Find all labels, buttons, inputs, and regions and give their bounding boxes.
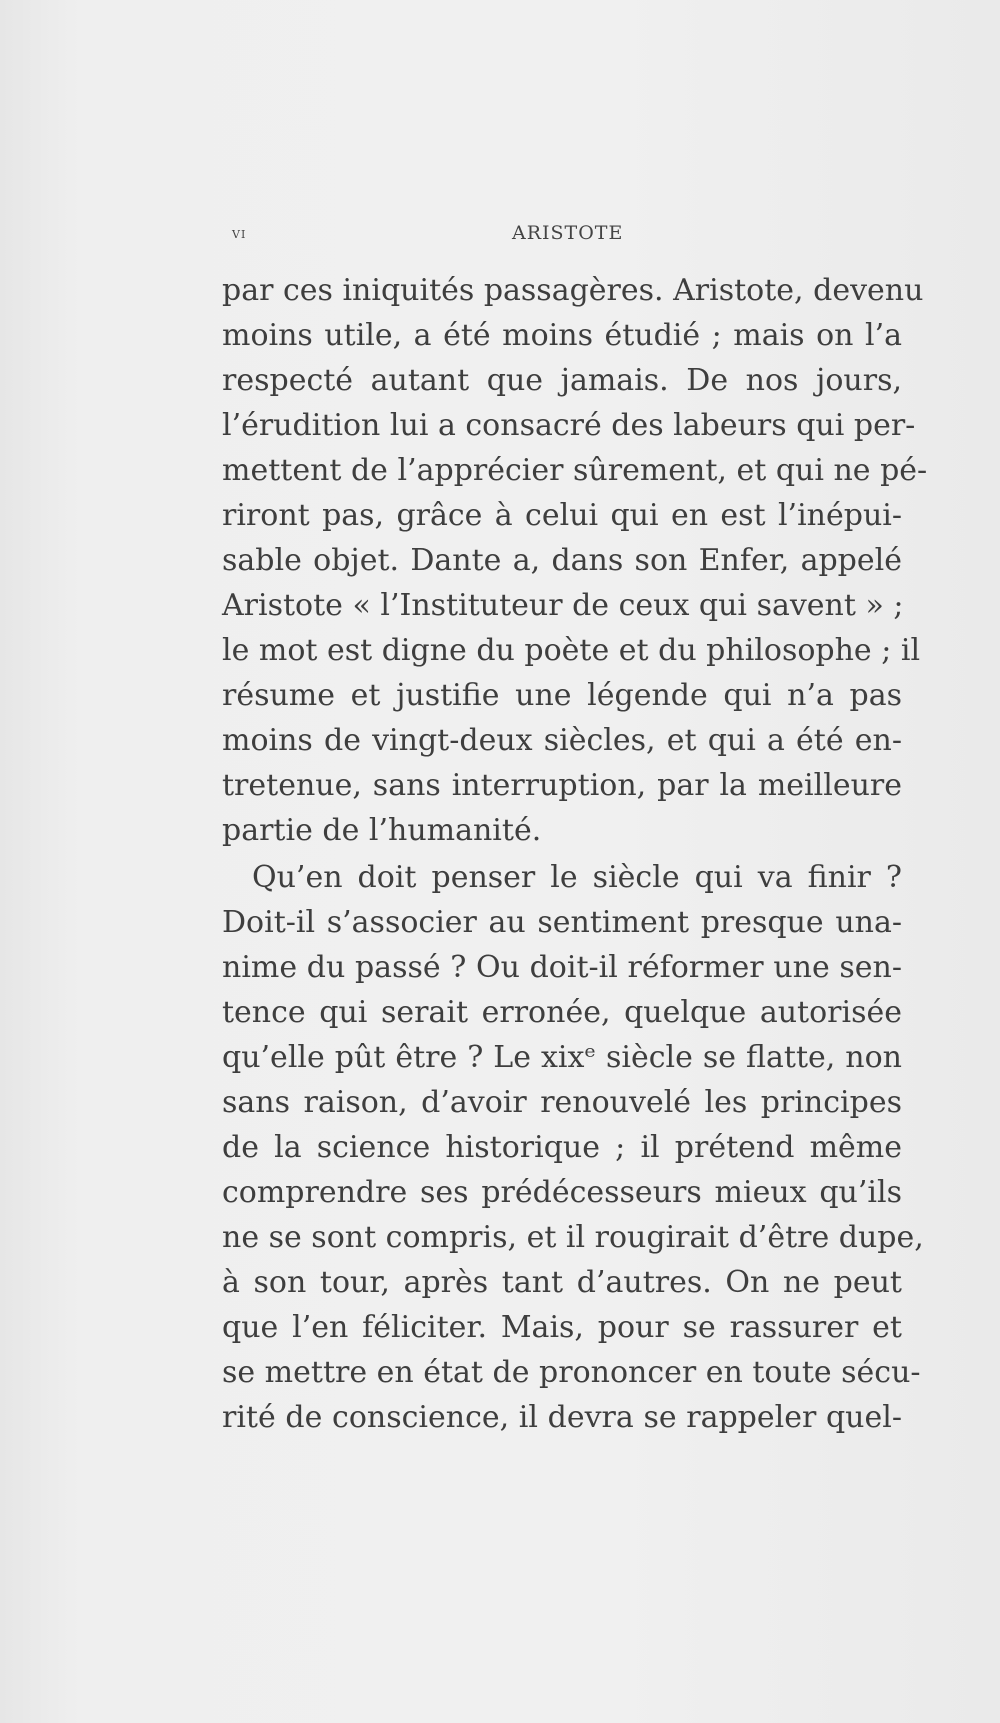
text-line: résume et justifie une légende qui n’a pas xyxy=(222,678,902,713)
text-line: sable objet. Dante a, dans son Enfer, appelé xyxy=(222,543,902,578)
text-line: mettent de l’apprécier sûrement, et qui ne pé- xyxy=(222,453,928,488)
text-line: Aristote « l’Instituteur de ceux qui savent » ; xyxy=(222,588,904,623)
page-number: vi xyxy=(232,224,247,242)
text-line: rité de conscience, il devra se rappeler quel- xyxy=(222,1400,902,1435)
text-line: tence qui serait erronée, quelque autorisée xyxy=(222,995,902,1030)
text-line: nime du passé ? Ou doit-il réformer une sen- xyxy=(222,950,902,985)
text-line: comprendre ses prédécesseurs mieux qu’ils xyxy=(222,1175,902,1210)
text-line: ne se sont compris, et il rougirait d’être dupe, xyxy=(222,1220,924,1255)
running-head xyxy=(232,222,900,248)
text-line: tretenue, sans interruption, par la meilleure xyxy=(222,768,902,803)
text-line: que l’en féliciter. Mais, pour se rassurer et xyxy=(222,1310,902,1345)
text-line: se mettre en état de prononcer en toute sécu- xyxy=(222,1355,921,1390)
paragraph xyxy=(222,855,924,1440)
text-line: de la science historique ; il prétend même xyxy=(222,1130,902,1165)
text-line: qu’elle pût être ? Le xixᵉ siècle se flatte, non xyxy=(222,1040,902,1075)
text-line: à son tour, après tant d’autres. On ne peut xyxy=(222,1265,902,1300)
text-line: moins utile, a été moins étudié ; mais on l’a xyxy=(222,318,902,353)
running-title: ARISTOTE xyxy=(512,222,624,244)
text-line: respecté autant que jamais. De nos jours, xyxy=(222,363,902,398)
body-text xyxy=(222,268,928,1440)
text-line: par ces iniquités passagères. Aristote, devenu xyxy=(222,273,924,308)
text-line: Qu’en doit penser le siècle qui va finir ? xyxy=(252,860,902,895)
text-line: l’érudition lui a consacré des labeurs qui per- xyxy=(222,408,916,443)
text-line: Doit-il s’associer au sentiment presque una- xyxy=(222,905,902,940)
text-line: partie de l’humanité. xyxy=(222,813,542,848)
text-line: riront pas, grâce à celui qui en est l’inépui- xyxy=(222,498,902,533)
text-line: sans raison, d’avoir renouvelé les principes xyxy=(222,1085,902,1120)
text-line: le mot est digne du poète et du philosophe ; il xyxy=(222,633,921,668)
text-line: moins de vingt-deux siècles, et qui a été en- xyxy=(222,723,902,758)
paragraph xyxy=(222,268,928,853)
